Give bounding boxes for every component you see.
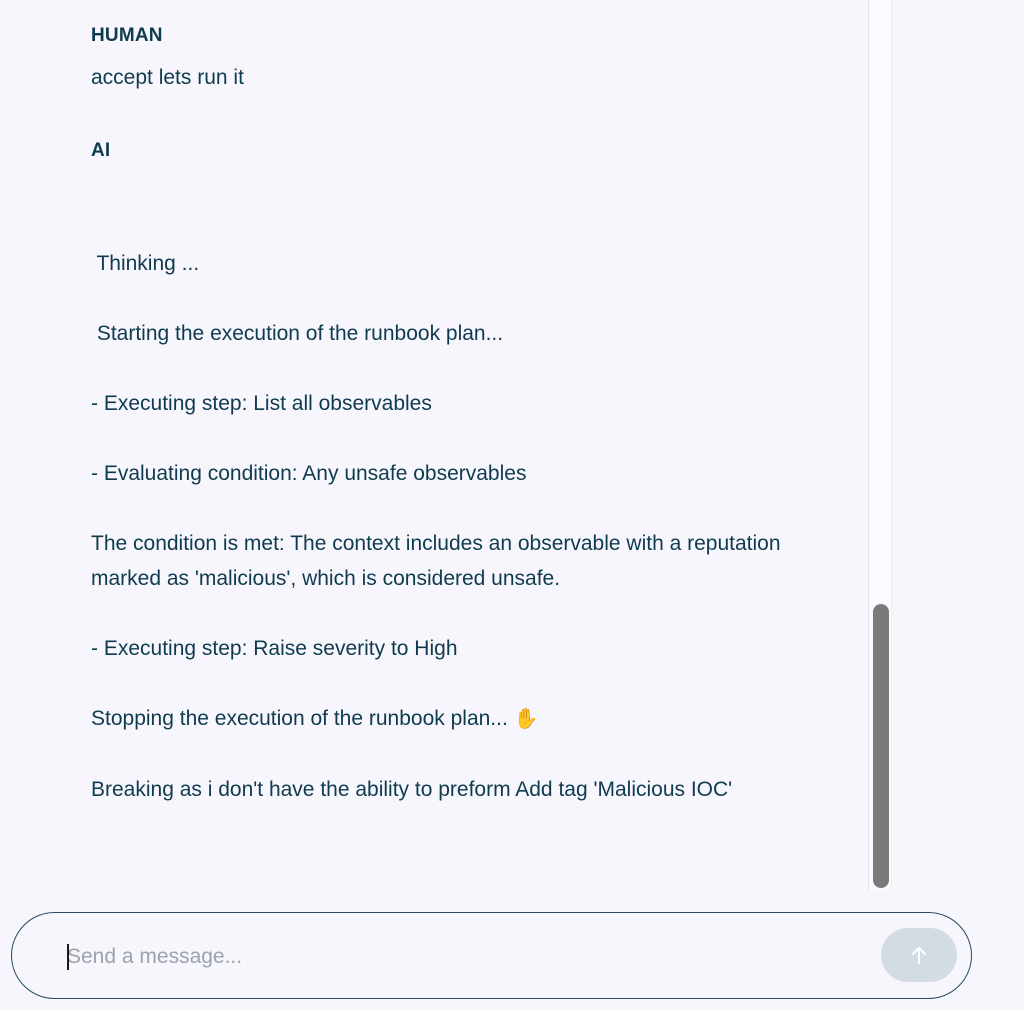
message-input[interactable] <box>67 938 847 976</box>
ai-message-line-stopping <box>91 701 851 737</box>
ai-message-line: - Evaluating condition: Any unsafe observables <box>91 462 527 485</box>
send-button[interactable] <box>881 928 957 982</box>
ai-message-line: Thinking ... <box>91 252 200 275</box>
ai-role-label: AI <box>91 140 111 161</box>
ai-message-line: Breaking as i don't have the ability to preform Add tag 'Malicious IOC' <box>91 778 733 801</box>
ai-message-line: The condition is met: The context includes an observable with a reputation marked as 'malicious', which is considered unsafe. <box>91 532 781 590</box>
human-message: accept lets run it <box>91 66 244 89</box>
ai-message-line: Starting the execution of the runbook plan... <box>91 322 504 345</box>
text-caret <box>67 944 69 970</box>
human-role-label: HUMAN <box>91 25 163 46</box>
scrollbar-thumb[interactable] <box>873 604 889 888</box>
ai-message-text: Stopping the execution of the runbook plan... <box>91 707 514 730</box>
raised-hand-icon: ✋ <box>513 708 539 730</box>
ai-message-line: - Executing step: List all observables <box>91 392 432 415</box>
ai-message-line: - Executing step: Raise severity to High <box>91 637 458 660</box>
arrow-up-icon <box>908 944 930 966</box>
